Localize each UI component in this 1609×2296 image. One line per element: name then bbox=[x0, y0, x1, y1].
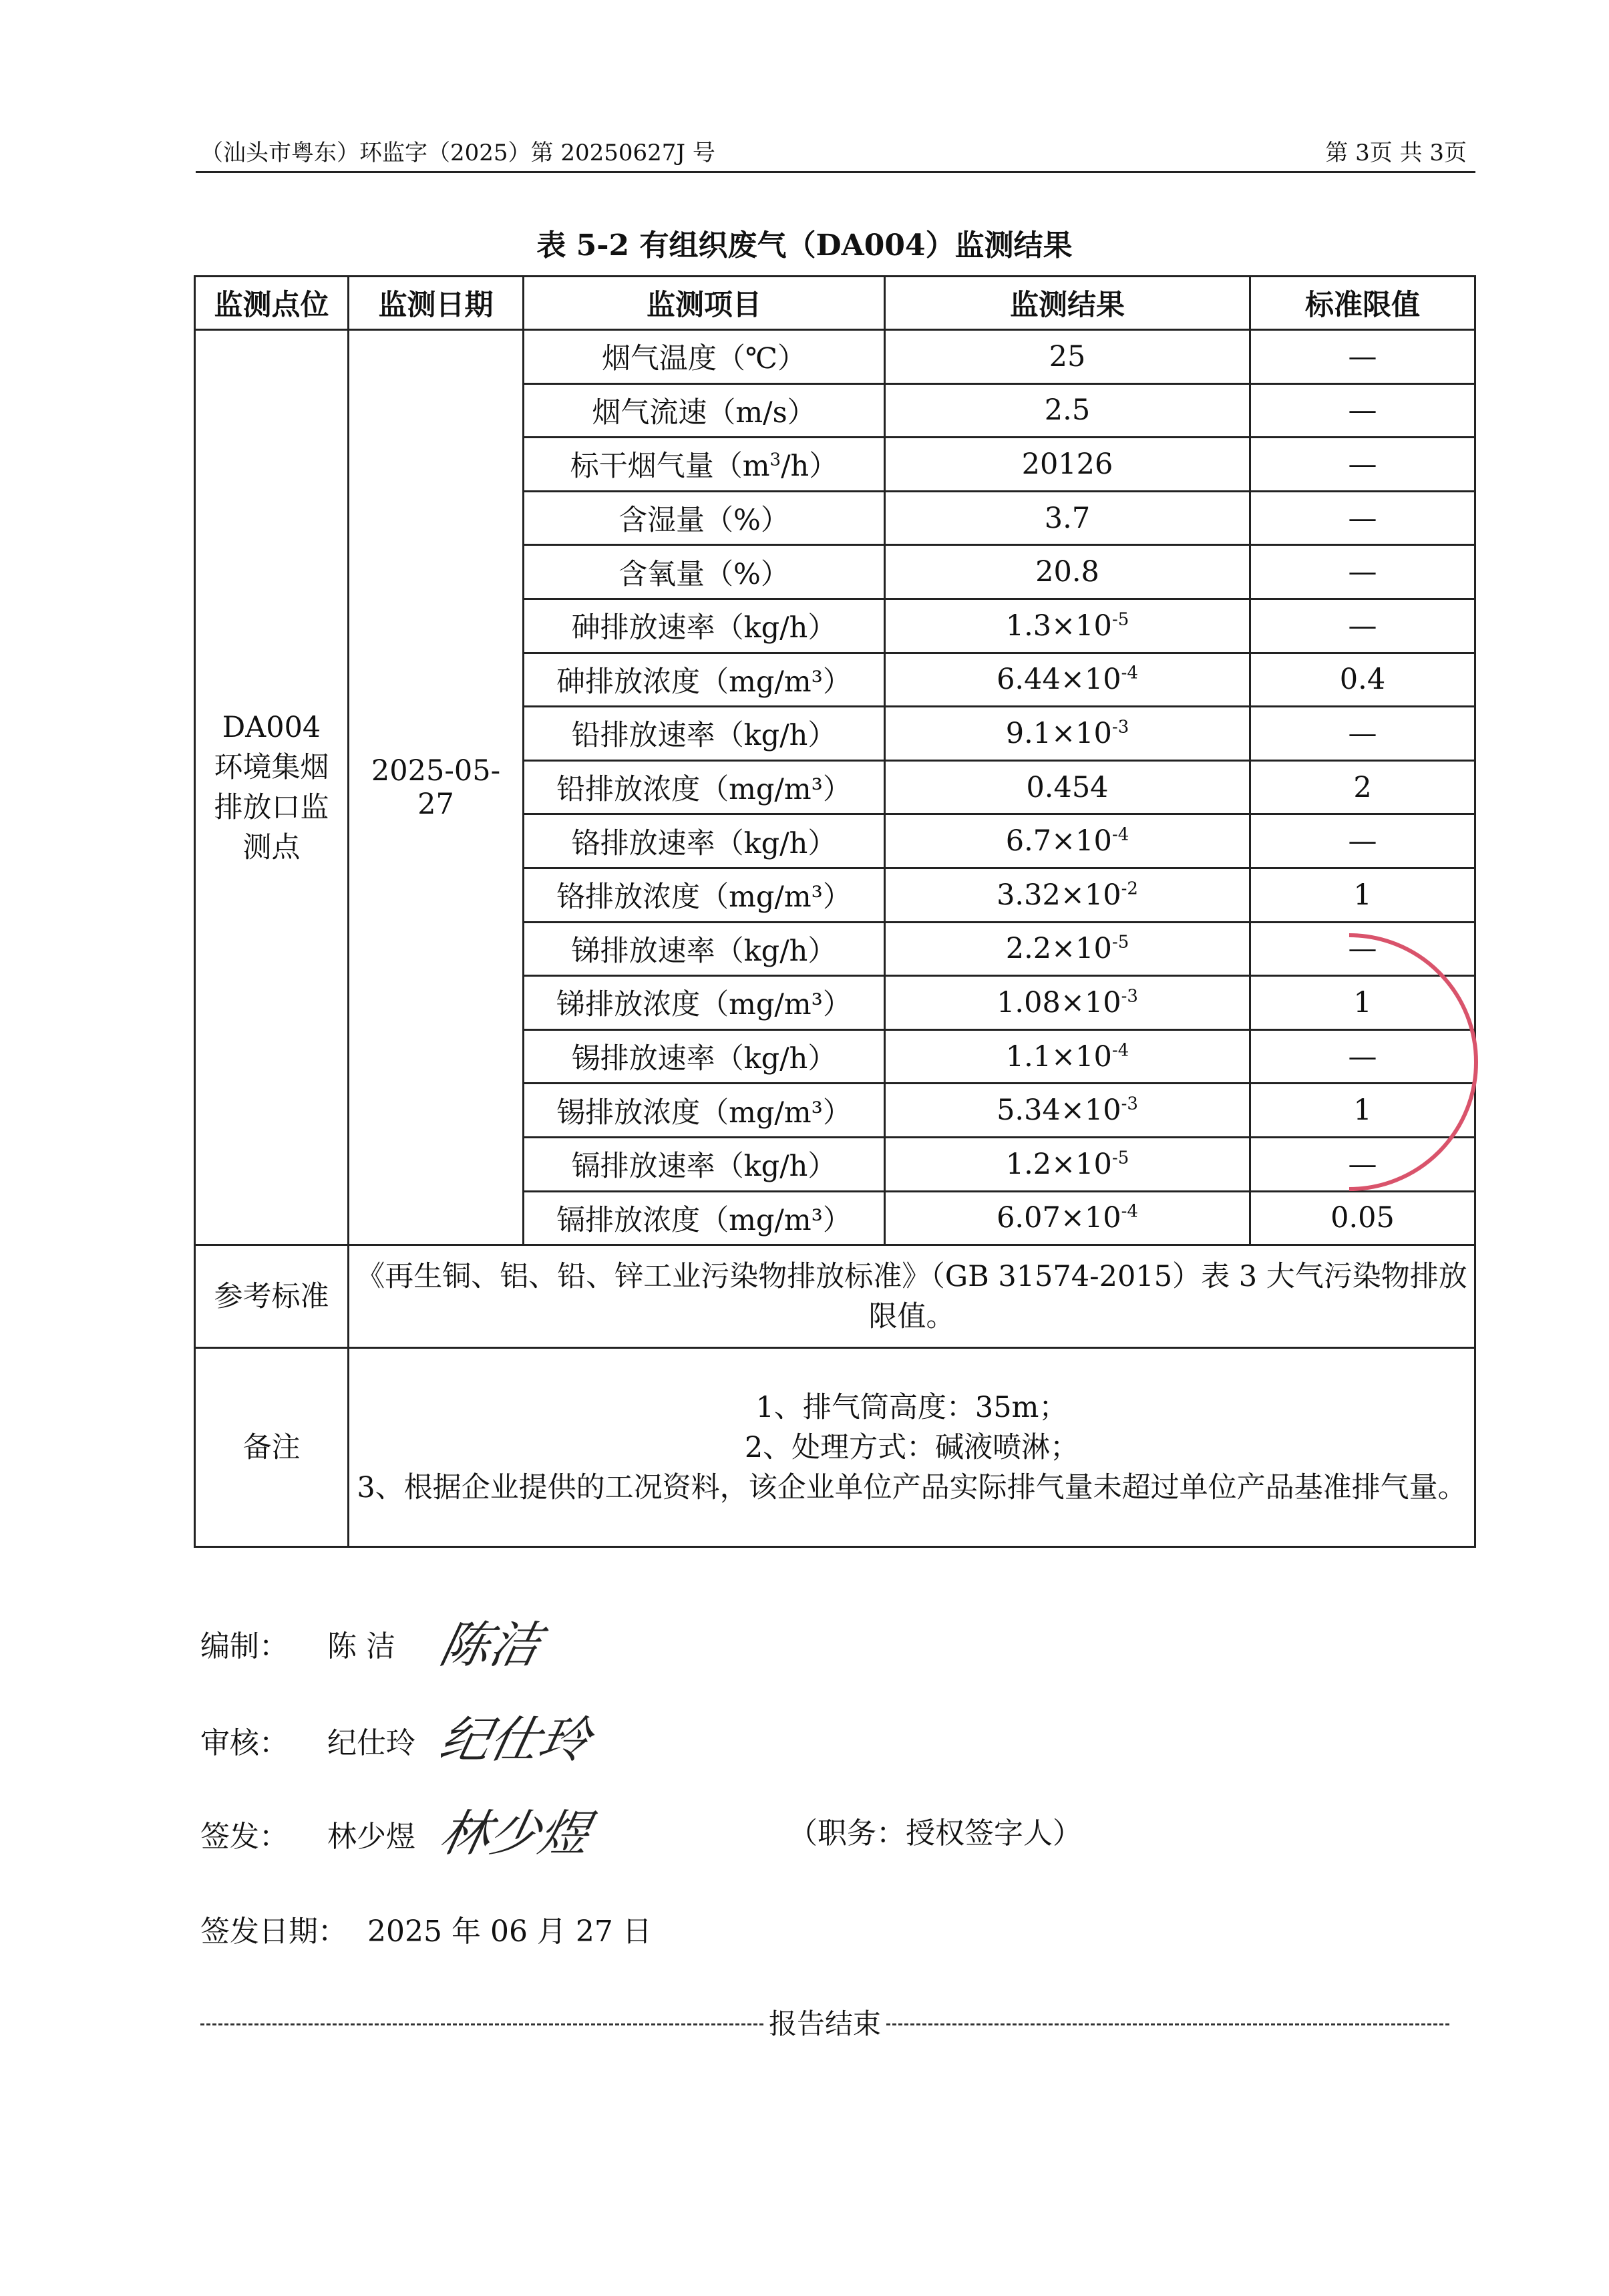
reviewed-name: 纪仕玲 bbox=[327, 1726, 415, 1760]
col-header-date: 监测日期 bbox=[349, 277, 524, 330]
standard-limit-cell: 1 bbox=[1250, 868, 1475, 922]
seal-stamp bbox=[1309, 922, 1483, 1202]
monitoring-item-cell: 铅排放速率（kg/h） bbox=[524, 707, 885, 761]
result-value-cell: 25 bbox=[885, 330, 1250, 384]
standard-limit-cell: 1 bbox=[1250, 1084, 1475, 1138]
standard-limit-cell: — bbox=[1250, 814, 1475, 868]
compiled-line bbox=[200, 1627, 395, 1667]
monitoring-item-cell: 铬排放浓度（mg/m³） bbox=[524, 868, 885, 922]
compiled-name: 陈 洁 bbox=[327, 1629, 395, 1663]
result-value-cell bbox=[885, 1137, 1250, 1191]
issued-line bbox=[200, 1817, 415, 1857]
monitoring-item-cell: 烟气流速（m/s） bbox=[524, 383, 885, 438]
col-header-limit: 标准限值 bbox=[1250, 277, 1475, 330]
value-exponent: -3 bbox=[1111, 717, 1129, 737]
standard-limit-cell: — bbox=[1250, 599, 1475, 653]
value-base: 1.08×10 bbox=[997, 985, 1121, 1019]
value-exponent: -5 bbox=[1111, 933, 1129, 953]
value-exponent: -4 bbox=[1111, 824, 1129, 845]
value-base: 5.34×10 bbox=[997, 1094, 1121, 1128]
issued-label: 签发： bbox=[200, 1820, 289, 1854]
monitoring-item-cell: 砷排放浓度（mg/m³） bbox=[524, 653, 885, 707]
monitoring-date-cell: 2025-05-27 bbox=[349, 330, 524, 1245]
standard-limit-cell: — bbox=[1250, 491, 1475, 545]
remarks-label: 备注 bbox=[195, 1348, 349, 1547]
reviewed-line bbox=[200, 1724, 415, 1764]
col-header-result: 监测结果 bbox=[885, 277, 1250, 330]
remarks-row bbox=[195, 1348, 1475, 1547]
value-base: 1.2×10 bbox=[1005, 1147, 1112, 1181]
result-value-cell bbox=[885, 868, 1250, 922]
table-header-row bbox=[195, 277, 1475, 330]
result-value-cell bbox=[885, 1029, 1250, 1084]
standard-limit-cell: 0.4 bbox=[1250, 653, 1475, 707]
issued-signature: 林少煜 bbox=[434, 1805, 596, 1862]
value-base: 6.44×10 bbox=[997, 663, 1121, 697]
monitoring-item-cell: 含氧量（%） bbox=[524, 545, 885, 599]
result-value-cell bbox=[885, 814, 1250, 868]
site-line: 测点 bbox=[242, 830, 301, 864]
standard-limit-cell: — bbox=[1250, 707, 1475, 761]
reference-label: 参考标准 bbox=[195, 1245, 349, 1348]
monitoring-item-cell: 锡排放速率（kg/h） bbox=[524, 1029, 885, 1084]
issue-date-line bbox=[200, 1912, 652, 1952]
standard-limit-cell: 1 bbox=[1250, 976, 1475, 1030]
result-value-cell bbox=[885, 707, 1250, 761]
end-dash-right bbox=[886, 2023, 1449, 2025]
value-base: 9.1×10 bbox=[1005, 716, 1112, 750]
monitoring-item-cell: 锑排放浓度（mg/m³） bbox=[524, 976, 885, 1030]
site-line: DA004 bbox=[222, 710, 321, 744]
value-base: 3.32×10 bbox=[997, 878, 1121, 912]
report-end-line bbox=[200, 2004, 1449, 2044]
value-exponent: -3 bbox=[1121, 986, 1138, 1007]
result-value-cell bbox=[885, 1191, 1250, 1245]
monitoring-item-cell: 锑排放速率（kg/h） bbox=[524, 922, 885, 976]
value-exponent: -5 bbox=[1111, 609, 1129, 630]
monitoring-item-cell: 锡排放浓度（mg/m³） bbox=[524, 1084, 885, 1138]
value-base: 2.2×10 bbox=[1005, 932, 1112, 966]
value-base: 1.3×10 bbox=[1005, 609, 1112, 643]
site-line: 排放口监 bbox=[214, 790, 329, 824]
table-title: 表 5-2 有组织废气（DA004）监测结果 bbox=[536, 228, 1073, 263]
standard-limit-cell: — bbox=[1250, 383, 1475, 438]
result-value-cell: 3.7 bbox=[885, 491, 1250, 545]
result-value-cell: 0.454 bbox=[885, 760, 1250, 814]
standard-limit-cell: — bbox=[1250, 922, 1475, 976]
result-value-cell: 20126 bbox=[885, 438, 1250, 492]
compiled-label: 编制： bbox=[200, 1629, 289, 1663]
reference-row bbox=[195, 1245, 1475, 1348]
monitoring-item-cell: 铅排放浓度（mg/m³） bbox=[524, 760, 885, 814]
result-value-cell bbox=[885, 976, 1250, 1030]
remark-line-3: 3、根据企业提供的工况资料，该企业单位产品实际排气量未超过单位产品基准排气量。 bbox=[357, 1470, 1467, 1504]
item-part: /h） bbox=[781, 450, 838, 484]
reviewed-label: 审核： bbox=[200, 1726, 289, 1760]
standard-limit-cell: 0.05 bbox=[1250, 1191, 1475, 1245]
table-row bbox=[195, 330, 1475, 384]
compiled-signature: 陈洁 bbox=[434, 1617, 546, 1674]
reference-text bbox=[349, 1245, 1475, 1348]
remark-line-2: 2、处理方式：碱液喷淋； bbox=[744, 1430, 1079, 1464]
issuer-role: （职务：授权签字人） bbox=[788, 1816, 1082, 1850]
issued-name: 林少煜 bbox=[327, 1820, 415, 1854]
standard-limit-cell: 2 bbox=[1250, 760, 1475, 814]
standard-limit-cell: — bbox=[1250, 438, 1475, 492]
monitoring-item-cell: 烟气温度（℃） bbox=[524, 330, 885, 384]
item-part: 3 bbox=[769, 450, 781, 471]
value-exponent: -4 bbox=[1111, 1040, 1129, 1061]
value-exponent: -5 bbox=[1111, 1148, 1129, 1168]
end-dash-left bbox=[200, 2023, 763, 2025]
result-value-cell bbox=[885, 1084, 1250, 1138]
header-rule bbox=[196, 171, 1475, 173]
standard-limit-cell: — bbox=[1250, 545, 1475, 599]
remark-line-1: 1、排气筒高度：35m； bbox=[755, 1390, 1068, 1424]
standard-limit-cell: — bbox=[1250, 330, 1475, 384]
col-header-item: 监测项目 bbox=[524, 277, 885, 330]
page-counter: 第 3页 共 3页 bbox=[1325, 140, 1467, 166]
result-value-cell bbox=[885, 922, 1250, 976]
reviewed-signature: 纪仕玲 bbox=[434, 1711, 596, 1769]
standard-limit-cell: — bbox=[1250, 1029, 1475, 1084]
value-exponent: -2 bbox=[1121, 878, 1138, 899]
report-end-text: 报告结束 bbox=[769, 2007, 882, 2040]
value-base: 6.07×10 bbox=[997, 1201, 1121, 1235]
monitoring-site-cell bbox=[195, 330, 349, 1245]
monitoring-item-cell: 镉排放速率（kg/h） bbox=[524, 1137, 885, 1191]
monitoring-item-cell: 砷排放速率（kg/h） bbox=[524, 599, 885, 653]
standard-limit-cell: — bbox=[1250, 1137, 1475, 1191]
monitoring-item-cell: 镉排放浓度（mg/m³） bbox=[524, 1191, 885, 1245]
monitoring-item-cell: 铬排放速率（kg/h） bbox=[524, 814, 885, 868]
remarks-text bbox=[349, 1348, 1475, 1547]
issue-date: 2025 年 06 月 27 日 bbox=[367, 1915, 652, 1949]
monitoring-item-cell bbox=[524, 438, 885, 492]
value-base: 1.1×10 bbox=[1005, 1039, 1112, 1074]
value-exponent: -4 bbox=[1121, 663, 1138, 684]
seal-stamp-ring bbox=[1349, 935, 1476, 1189]
issue-date-label: 签发日期： bbox=[200, 1915, 347, 1949]
result-value-cell: 20.8 bbox=[885, 545, 1250, 599]
results-table bbox=[194, 275, 1476, 1548]
value-exponent: -3 bbox=[1121, 1094, 1138, 1114]
site-line: 环境集烟 bbox=[214, 750, 329, 784]
result-value-cell: 2.5 bbox=[885, 383, 1250, 438]
result-value-cell bbox=[885, 599, 1250, 653]
report-number: （汕头市粤东）环监字（2025）第 20250627J 号 bbox=[200, 140, 715, 166]
col-header-site: 监测点位 bbox=[195, 277, 349, 330]
reference-text-body: 《再生铜、铝、铅、锌工业污染物排放标准》（GB 31574-2015）表 3 大气污染物排放限值。 bbox=[356, 1259, 1467, 1333]
value-base: 6.7×10 bbox=[1005, 824, 1112, 858]
value-exponent: -4 bbox=[1121, 1201, 1138, 1222]
item-part: 标干烟气量（m bbox=[570, 450, 770, 484]
monitoring-item-cell: 含湿量（%） bbox=[524, 491, 885, 545]
result-value-cell bbox=[885, 653, 1250, 707]
